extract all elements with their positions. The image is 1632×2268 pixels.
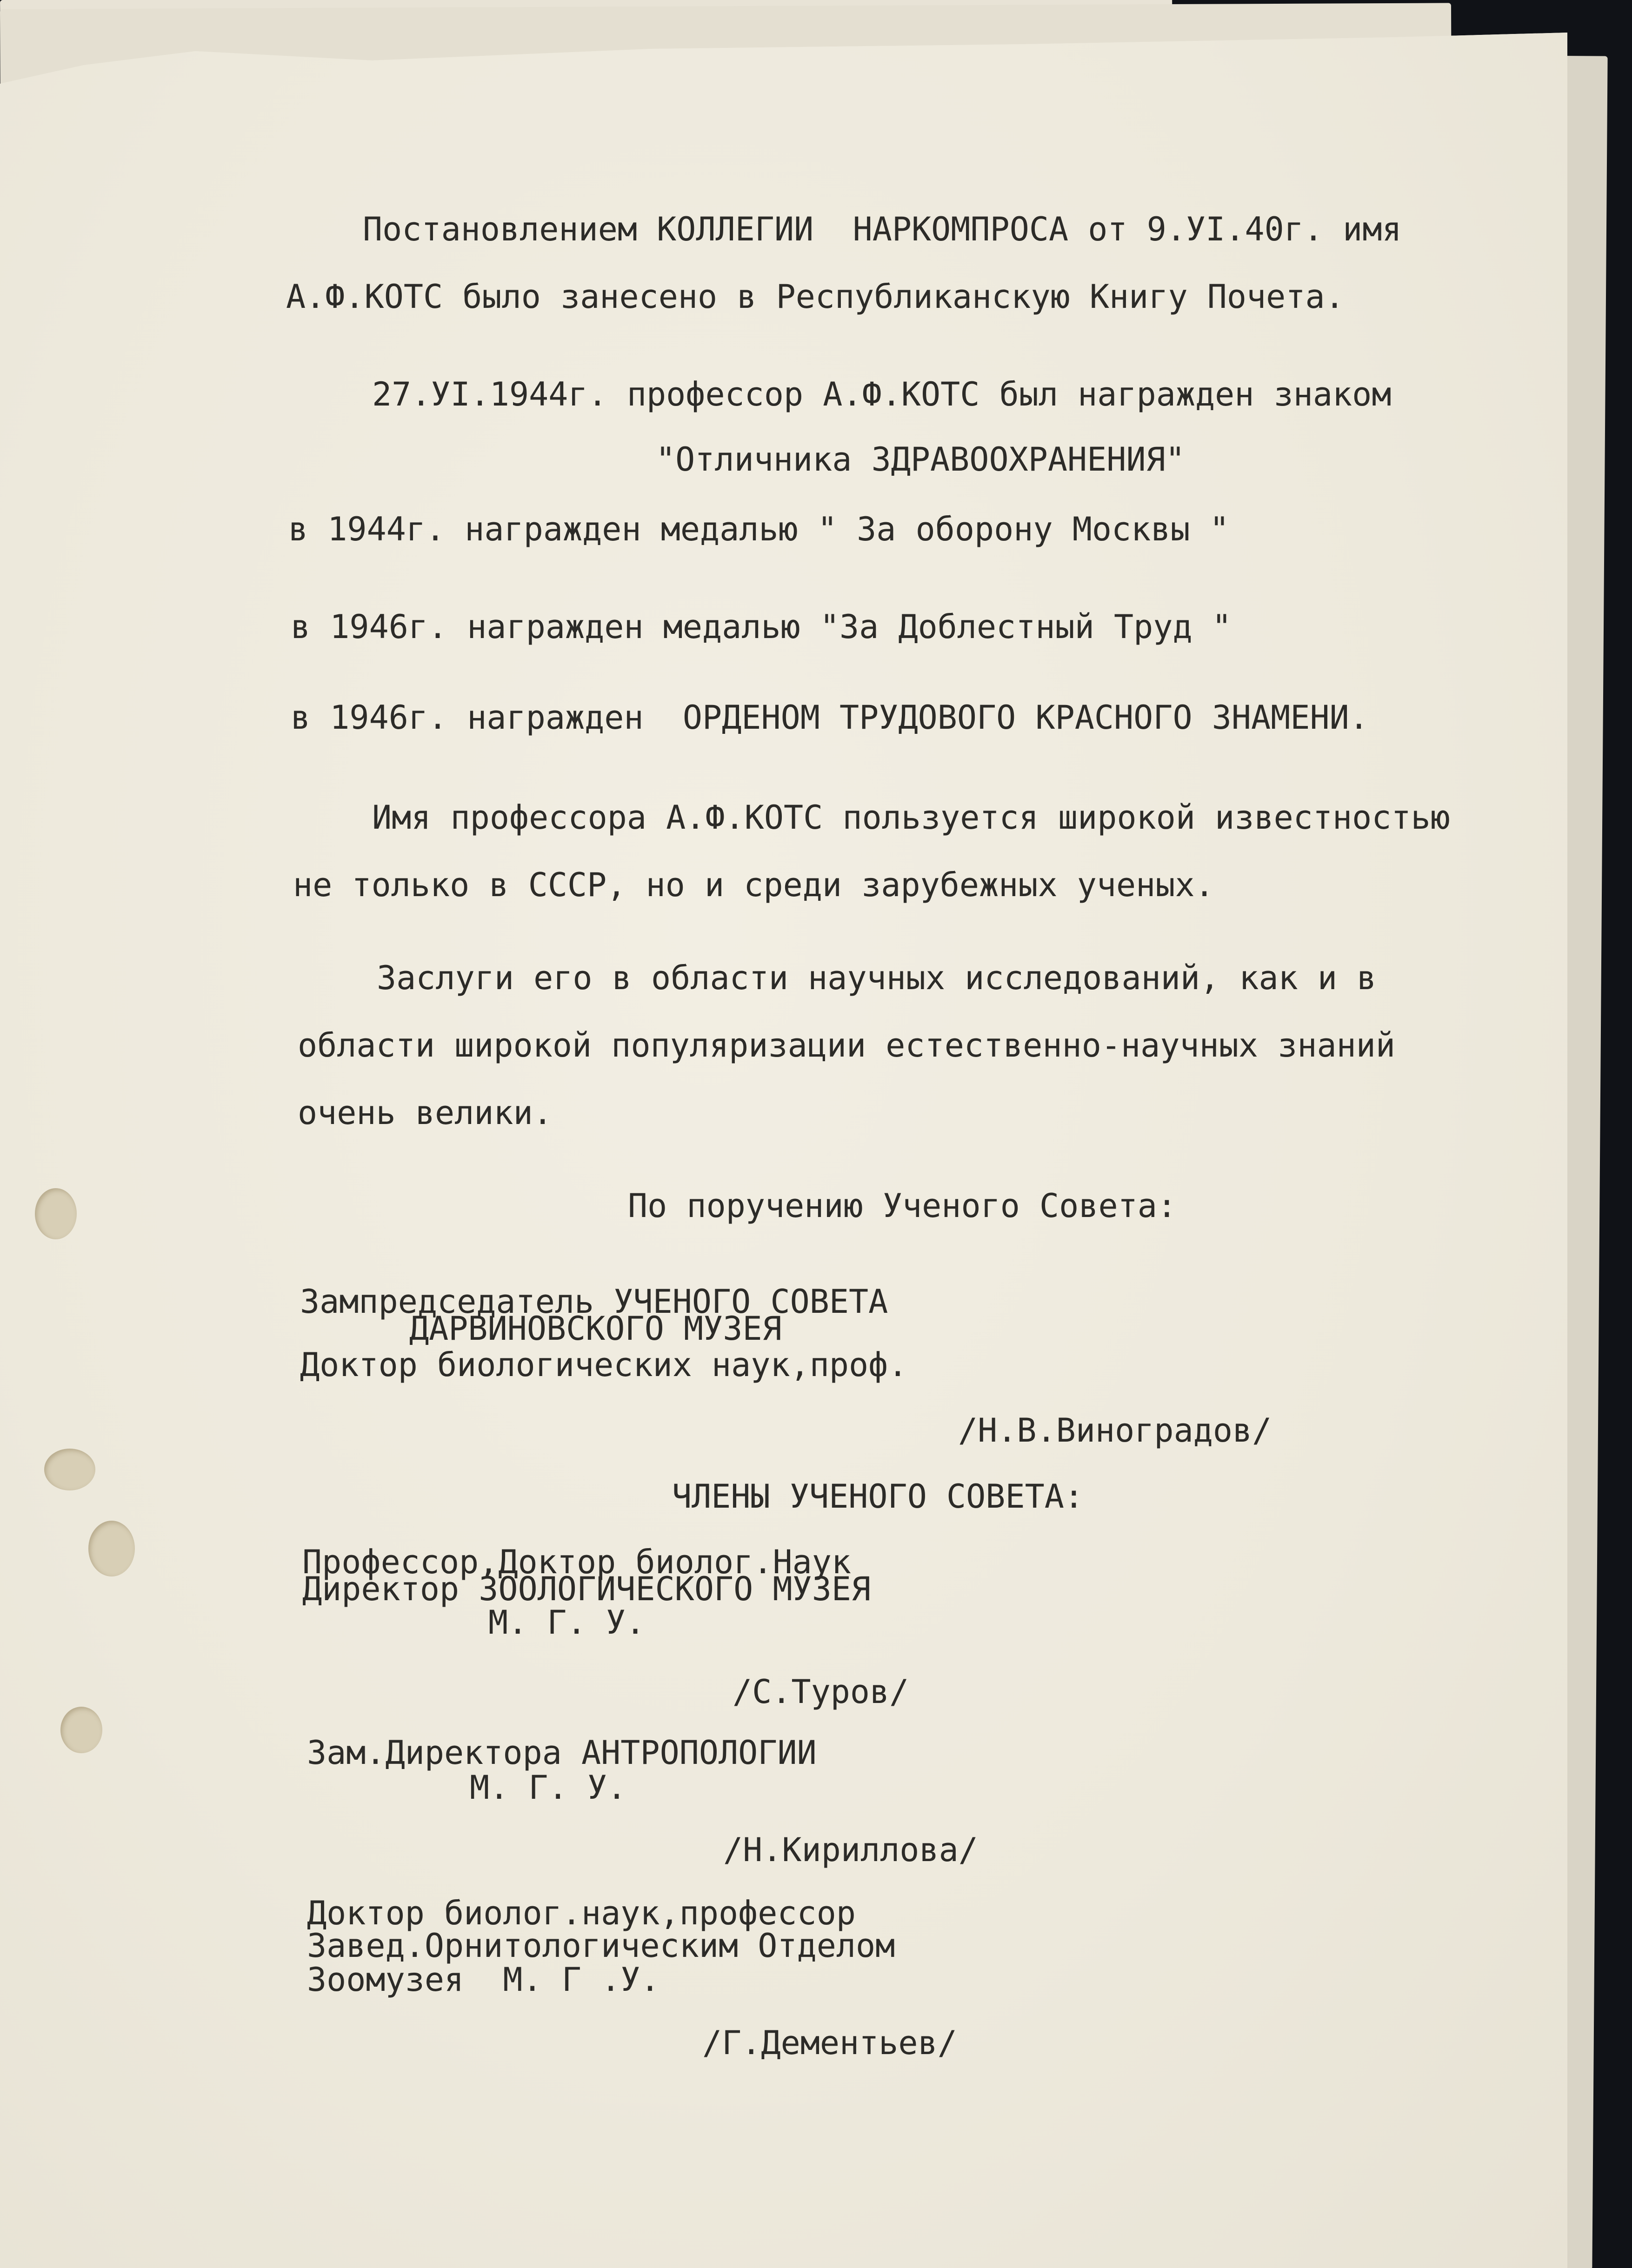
member-institution: М. Г. У. (470, 1769, 627, 1807)
paragraph-line: очень велики. (298, 1094, 553, 1132)
paragraph-line: Имя профессора А.Ф.КОТС пользуется широкой известностью (372, 798, 1450, 837)
member-position: Директор ЗООЛОГИЧЕСКОГО МУЗЕЯ (302, 1570, 871, 1608)
paragraph-line: Постановлением КОЛЛЕГИИ НАРКОМПРОСА от 9.УI.40г. имя (363, 210, 1402, 248)
member-signature: /С.Туров/ (733, 1673, 909, 1711)
member-institution: Зоомузея М. Г .У. (307, 1961, 660, 1999)
punch-hole (60, 1707, 102, 1753)
chair-degree: Доктор биологических наук,проф. (300, 1346, 908, 1384)
paragraph-line: А.Ф.КОТС было занесено в Республиканскую Книгу Почета. (286, 278, 1345, 316)
chair-signature: /Н.В.Виноградов/ (958, 1411, 1272, 1450)
member-institution: М. Г. У. (488, 1603, 646, 1642)
member-position: Зам.Директора АНТРОПОЛОГИИ (307, 1734, 817, 1772)
paragraph-line: в 1946г. награжден медалью "За Доблестный Труд " (291, 608, 1232, 646)
member-title: Доктор биолог.наук,профессор (307, 1894, 856, 1932)
paragraph-line: 27.УI.1944г. профессор А.Ф.КОТС был награжден знаком (372, 375, 1392, 413)
member-title: Профессор,Доктор биолог.Наук (302, 1543, 852, 1581)
chair-title: Зампредседатель УЧЕНОГО СОВЕТА (300, 1283, 888, 1321)
paragraph-line: в 1946г. награжден ОРДЕНОМ ТРУДОВОГО КРАСНОГО ЗНАМЕНИ. (291, 698, 1369, 737)
member-signature: /Г.Дементьев/ (702, 2024, 957, 2062)
paragraph-line: не только в СССР, но и среди зарубежных ученых. (293, 866, 1214, 904)
paragraph-line: в 1944г. награжден медалью " За оборону Москвы " (288, 510, 1229, 548)
council-heading: По поручению Ученого Совета: (628, 1187, 1177, 1225)
punch-hole (44, 1449, 95, 1490)
paragraph-line: "Отличника ЗДРАВООХРАНЕНИЯ" (656, 440, 1185, 479)
punch-hole (88, 1521, 135, 1576)
punch-hole (35, 1188, 77, 1239)
paragraph-line: области широкой популяризации естественно-научных знаний (298, 1026, 1396, 1064)
chair-museum: ДАРВИНОВСКОГО МУЗЕЯ (409, 1310, 782, 1348)
members-heading: ЧЛЕНЫ УЧЕНОГО СОВЕТА: (672, 1477, 1084, 1516)
paragraph-line: Заслуги его в области научных исследований, как и в (377, 959, 1377, 997)
member-position: Завед.Орнитологическим Отделом (307, 1927, 895, 1965)
member-signature: /Н.Кириллова/ (723, 1831, 978, 1869)
